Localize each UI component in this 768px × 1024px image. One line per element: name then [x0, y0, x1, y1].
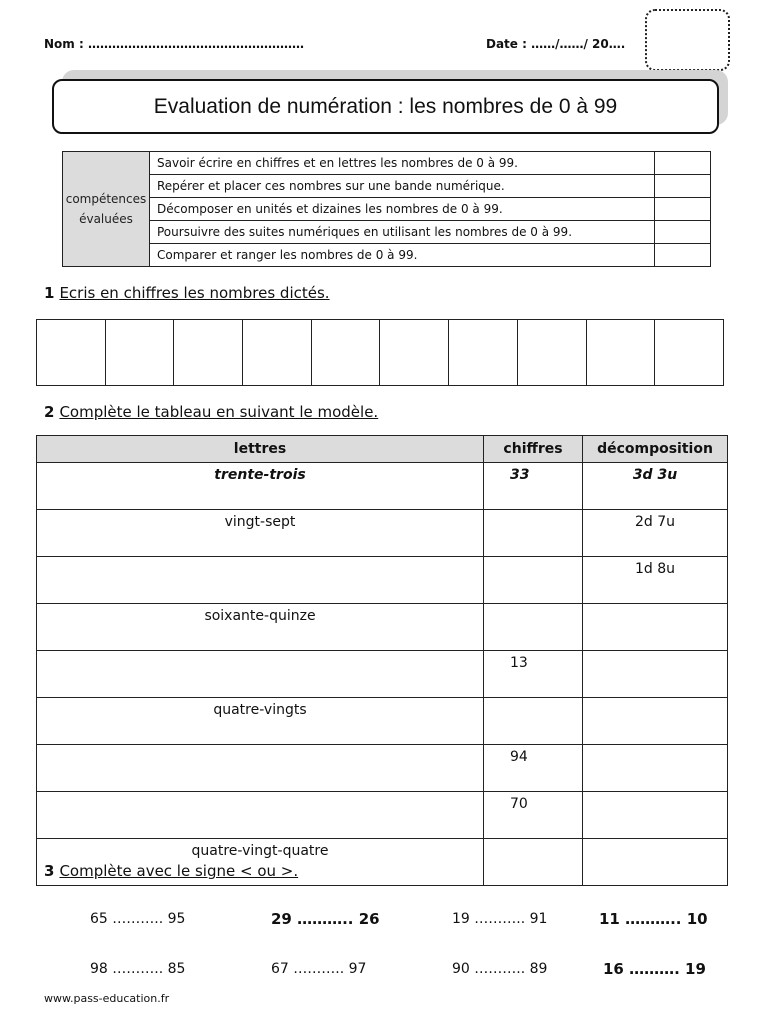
competence-item: Poursuivre des suites numériques en utilisant les nombres de 0 à 99.	[150, 221, 655, 244]
cell-decomposition[interactable]	[583, 745, 728, 792]
cell-decomposition[interactable]	[583, 839, 728, 886]
header-lettres: lettres	[37, 436, 484, 463]
dictation-cell[interactable]	[449, 320, 518, 386]
dictation-cell[interactable]	[311, 320, 380, 386]
cell-lettres[interactable]	[37, 792, 484, 839]
dictation-cell[interactable]	[517, 320, 586, 386]
table-row	[37, 792, 728, 839]
competence-check-cell	[655, 152, 711, 175]
cell-lettres[interactable]: vingt-sept	[37, 510, 484, 557]
table-row	[37, 510, 728, 557]
dictation-cell[interactable]	[586, 320, 655, 386]
competences-table	[62, 151, 711, 267]
table-row	[37, 745, 728, 792]
page-title: Evaluation de numération : les nombres de 0 à 99	[52, 79, 719, 134]
numeration-table	[36, 435, 728, 886]
cell-decomposition[interactable]	[583, 698, 728, 745]
name-field: Nom : ………………………………………………	[44, 37, 304, 51]
dictation-cell[interactable]	[105, 320, 174, 386]
exercise2-instruction: Complète le tableau en suivant le modèle.	[59, 403, 379, 421]
dictation-grid	[36, 319, 724, 386]
competence-check-cell	[655, 198, 711, 221]
grade-box	[645, 9, 730, 71]
cell-chiffres[interactable]: 13	[484, 651, 583, 698]
header-decomposition: décomposition	[583, 436, 728, 463]
exercise3-number: 3	[44, 862, 55, 880]
dictation-cell[interactable]	[380, 320, 449, 386]
cell-lettres[interactable]	[37, 557, 484, 604]
cell-lettres[interactable]	[37, 745, 484, 792]
footer-url: www.pass-education.fr	[44, 992, 170, 1005]
comparison-item[interactable]: 90 ……….. 89	[452, 961, 548, 977]
exercise3-instruction: Complète avec le signe < ou >.	[59, 862, 299, 880]
cell-decomposition[interactable]: 1d 8u	[583, 557, 728, 604]
comparison-item[interactable]: 11 ……….. 10	[599, 910, 708, 928]
cell-decomposition[interactable]	[583, 604, 728, 651]
exercise2-number: 2	[44, 403, 55, 421]
competence-item: Comparer et ranger les nombres de 0 à 99.	[150, 244, 655, 267]
competence-check-cell	[655, 244, 711, 267]
dictation-cell[interactable]	[174, 320, 243, 386]
comparison-item[interactable]: 16 ………. 19	[603, 960, 706, 978]
comparison-item[interactable]: 98 ……….. 85	[90, 961, 186, 977]
exercise1-number: 1	[44, 284, 55, 302]
exercise1-heading	[44, 284, 330, 302]
comparison-item[interactable]: 19 ……….. 91	[452, 911, 548, 927]
cell-chiffres[interactable]	[484, 698, 583, 745]
cell-lettres[interactable]: soixante-quinze	[37, 604, 484, 651]
table-row	[37, 651, 728, 698]
cell-chiffres[interactable]	[484, 839, 583, 886]
header-chiffres: chiffres	[484, 436, 583, 463]
exercise2-heading	[44, 403, 378, 421]
cell-lettres[interactable]: quatre-vingt-quatre	[37, 839, 484, 886]
competence-item: Savoir écrire en chiffres et en lettres les nombres de 0 à 99.	[150, 152, 655, 175]
table-row	[37, 698, 728, 745]
comparison-item[interactable]: 67 ……….. 97	[271, 961, 367, 977]
date-field: Date : ……/……/ 20….	[486, 37, 626, 51]
cell-decomposition: 3d 3u	[583, 463, 728, 510]
competence-check-cell	[655, 175, 711, 198]
exercise1-instruction: Ecris en chiffres les nombres dictés.	[59, 284, 330, 302]
cell-chiffres: 33	[484, 463, 583, 510]
cell-lettres[interactable]	[37, 651, 484, 698]
cell-decomposition[interactable]: 2d 7u	[583, 510, 728, 557]
competences-label: compétences évaluées	[63, 152, 150, 267]
dictation-cell[interactable]	[243, 320, 312, 386]
competence-item: Repérer et placer ces nombres sur une bande numérique.	[150, 175, 655, 198]
cell-lettres[interactable]: quatre-vingts	[37, 698, 484, 745]
comparison-item[interactable]: 29 ……….. 26	[271, 910, 380, 928]
dictation-cell[interactable]	[37, 320, 106, 386]
cell-chiffres[interactable]: 94	[484, 745, 583, 792]
table-row	[37, 557, 728, 604]
dictation-cell[interactable]	[655, 320, 724, 386]
cell-chiffres[interactable]	[484, 557, 583, 604]
exercise3-heading	[44, 862, 298, 880]
cell-decomposition[interactable]	[583, 651, 728, 698]
cell-chiffres[interactable]	[484, 604, 583, 651]
cell-lettres: trente-trois	[37, 463, 484, 510]
comparison-item[interactable]: 65 ……….. 95	[90, 911, 186, 927]
competence-check-cell	[655, 221, 711, 244]
competence-item: Décomposer en unités et dizaines les nombres de 0 à 99.	[150, 198, 655, 221]
cell-chiffres[interactable]: 70	[484, 792, 583, 839]
table-row	[37, 604, 728, 651]
table-row-model	[37, 463, 728, 510]
cell-chiffres[interactable]	[484, 510, 583, 557]
cell-decomposition[interactable]	[583, 792, 728, 839]
